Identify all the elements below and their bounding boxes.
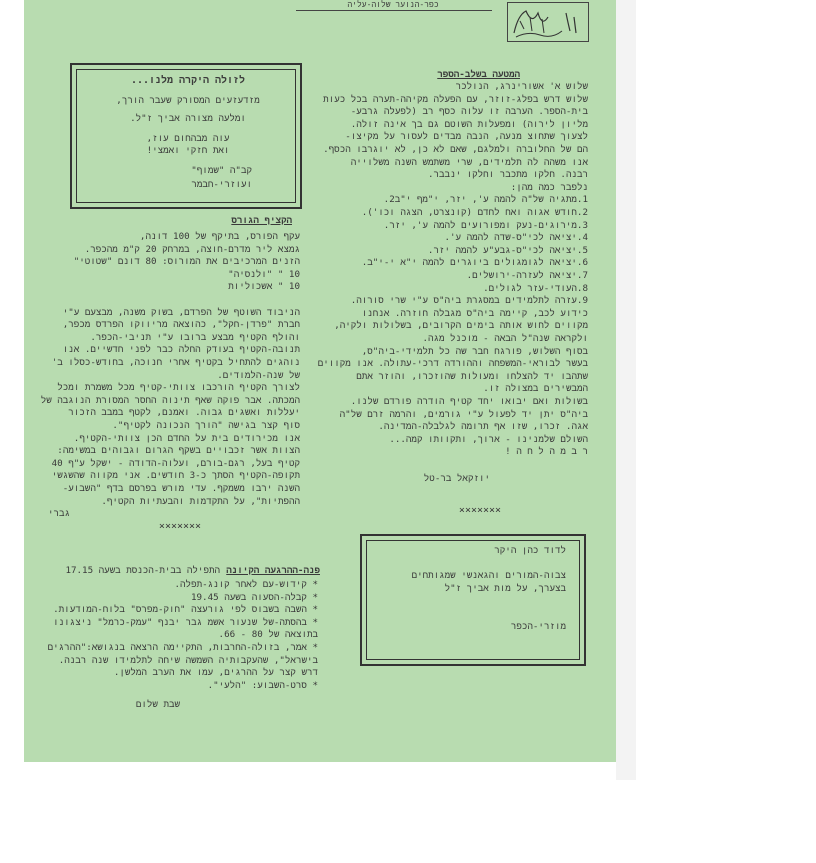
right-article-line: מליון לירוה) ומפעלות השוטם גם בך אינה זולה. bbox=[350, 118, 588, 130]
condolence-line: צבוה-המורים והגאנשי שמגותחים bbox=[411, 570, 566, 582]
left-article-title: הקציף הגורס bbox=[231, 215, 292, 226]
right-article-line: בשולות ואם יבואו יחד קטיף הודרה פורדם שלנו. bbox=[350, 396, 588, 407]
right-divider: ××××××× bbox=[458, 505, 502, 516]
sabbath-item-line: * סרט-השבוע: "הלעי". bbox=[207, 679, 318, 691]
sabbath-title: פנה-ההרגעה הקיונה bbox=[226, 565, 320, 576]
sabbath-item-line: * השבה בשבוס לפי גורעצה "חוק-מפרס" בלוח-המודעות. bbox=[53, 604, 318, 616]
left-article-line: חברת "פרדן-חקל", כהוצאה מריווקו הפרדס מכפר, bbox=[62, 319, 300, 331]
greeting-line-2: מזדעזעים המסורק שעבר הורך, bbox=[116, 95, 260, 106]
right-article-line: בעשר לבוראי-המשפחה וההורדה דרכי-עתולה. אנו מקווים bbox=[317, 358, 588, 370]
greeting-line-9: ועוזרי-חבמר bbox=[191, 179, 252, 190]
right-article-line: שלוש א' אשורינרג, הנולכר bbox=[455, 81, 588, 92]
left-article-line: הניבוד השוטף של הפרדם, בשוק משנה, מבצעם ע"י bbox=[62, 306, 300, 318]
left-article-line: לצורך הקטיף הורכבו צוותי-קטיף מכל משמרת ומכל bbox=[57, 382, 300, 394]
left-article-line: 10 " "ולנסיה" bbox=[228, 268, 300, 280]
right-article-line: 1.מתגיה של"ה להמה ע', יזר, י"מף י"ב2. bbox=[383, 194, 588, 206]
page-edge-shadow bbox=[616, 0, 636, 780]
right-article-line: אגה. זכרו, שזו אף תרומה לגלבלה-המדינה. bbox=[378, 421, 588, 433]
left-article-line: גמצא ליר מדרם-חוצה, במרחק 20 ק"מ מהכפר. bbox=[84, 243, 300, 255]
condolence-box-inner bbox=[366, 540, 580, 660]
right-article-line: 5.יציאה לכי"ס-גבע"ע להמה יזר. bbox=[427, 244, 588, 256]
right-article-line: 7.יציאה לעזרה-ירושלים. bbox=[466, 270, 588, 281]
left-divider: ××××××× bbox=[158, 521, 202, 532]
left-article-line: עקף הפורס, בתיקף של 100 דונה, bbox=[139, 231, 300, 242]
right-article-line: הם של החלוברה ולמלגם, שאם לא כן, לא יוגרבו הכסף. bbox=[323, 144, 588, 155]
right-article-line: ולקראה שנה"ל הבאה - מוכנל מגה. bbox=[422, 333, 588, 344]
right-article-line: לצעוך שתחוצ מנעה, הנבה מבדים לעסור על מקיצו- bbox=[345, 131, 588, 143]
sabbath-item-line: * קידוש-עם לאחר קונג-תפלה. bbox=[174, 579, 318, 590]
right-article-line: שלוש דרש בפלג-זוזר, עם הפעלה מקיהה-תערה בכל כעות bbox=[323, 93, 588, 105]
right-article-line: מקווים לחוש אותה בימים הקרובים, בשלולות ולקיה, bbox=[334, 320, 588, 332]
left-article-line: 10 " אשכוליות bbox=[228, 281, 300, 293]
right-article-line: 4.יציאה לכי"ס-שדה להמה ע'. bbox=[444, 232, 588, 244]
left-article-line: השנה ירבו משמקף. עדי מורש בפרסם בדף "השבוע- bbox=[62, 483, 300, 494]
greeting-line-8: קב"ה "שמוף" bbox=[191, 165, 252, 176]
right-article-line: 6.יציאה לגומגולים ביוגרים להמה י"א י-י"ב. bbox=[361, 257, 588, 269]
right-article-title: המטעה בשלב-הספר bbox=[437, 69, 520, 80]
right-article-line: שתהבו יד להצלחו ומעולות שהוזכרו, והוזר אתם bbox=[356, 370, 588, 382]
left-article-line: ההפתיות", על התקדמות והבעתיות הקטיף. bbox=[101, 495, 300, 507]
greeting-line-6: ואת חזקי ואמצי! bbox=[146, 145, 230, 156]
right-article-line: אנו משהה לה תלמידים, שרי משתמש השנה משלוייה bbox=[350, 156, 588, 168]
right-article-line: 9.עזרה לתלמידים במסגרת ביה"ס ע"י שרי סורוה. bbox=[350, 295, 588, 307]
school-logo bbox=[507, 2, 589, 42]
left-article-line: יעללות ואשגים גבוה. ואמנם, לקטף במבב הזכור bbox=[68, 407, 300, 419]
right-article-line: בסוף השלוש, פורגח חבר שה כל תלמידי-ביה"ס, bbox=[361, 345, 588, 357]
left-article-line: תנובה-הקטיף בעודק החלה כבר לפני חדשיים. אנו bbox=[62, 344, 300, 356]
left-article-line: סוף קצר בגישה "הורך הנכונה לקטיף". bbox=[112, 420, 300, 431]
right-article-line: המבשירים במצולה זו. bbox=[483, 383, 588, 395]
right-article-line: רבנה. חלקו מתכבר וחלקו ינבבר. bbox=[428, 169, 588, 181]
condolence-line: מוזרי-הכפר bbox=[510, 620, 566, 632]
left-article-line: הצוות אשר זכבויים בשקף הגרום וגבוהים במשימה: bbox=[57, 445, 300, 457]
sabbath-item-line: בתוצאה של 80 - 66. bbox=[218, 629, 318, 641]
condolence-line: לדוד כהן היקר bbox=[494, 545, 566, 556]
right-article-signature: יוזקאל בר-טל bbox=[423, 473, 490, 484]
left-article-signature: גברי bbox=[47, 508, 70, 519]
left-article-line: הזנים המרכיבים את המורוס: 80 דונם "שטוטי" bbox=[73, 256, 300, 268]
condolence-line: בצערך, על מות אביך ז"ל bbox=[444, 582, 566, 594]
left-article-line: קטיף בעל, רגם-בורם, ועלוה-הדודה - ישקל ע"ף 40 bbox=[51, 457, 300, 469]
right-article-line: 2.חודש אגוה ואח לחדם (קונצרט, הצגה וכו'). bbox=[361, 207, 588, 218]
left-article-line: והולף הקטיף מבצע ברובו ע"י תניבי-הכפר. bbox=[90, 331, 300, 343]
greeting-line-5: עוה מבהחום עוז, bbox=[146, 133, 230, 144]
left-article-line: אנו מכירודים בית על החדם הכן צוותי-הקטיף. bbox=[73, 432, 300, 444]
right-article-line: 3.מירוגים-נעק ומפורועים להמה ע', יזר. bbox=[383, 219, 588, 231]
sabbath-item-line: דרש קצר על ההרגים, עמו את הערב המלשן. bbox=[113, 667, 318, 679]
sabbath-item-line: * בהסתה-של שנעור אשמ גבר יבנף "עמק-כרמל" ניצגונו bbox=[53, 616, 318, 628]
greeting-line-3: ומלעה מצורה אביך ז"ל. bbox=[130, 113, 246, 124]
logo-drawing-icon bbox=[508, 3, 588, 41]
right-article-line: השולם שלמנינו - ארוך, ותקוותו קמה... bbox=[389, 433, 588, 445]
left-article-line: נוהגים להתחיל בקטיף אחרי חנוכה, בחודש-כסלו ב' bbox=[51, 357, 300, 368]
left-article-line: המכתה. אבר פוקה שאף תינוה החסר המסורת הנוגבה של bbox=[40, 394, 300, 406]
header-rule bbox=[296, 10, 492, 11]
right-article-line: ר ב מ ה ל ח ה ! bbox=[505, 446, 588, 458]
sabbath-item-line: * אמר, בזולה-החרבות, התקיימה הרצאה בנגושא:"ההרגים bbox=[47, 642, 318, 653]
sabbath-item-line: * קבלה-הסעוה בשעה 19.45 bbox=[190, 591, 318, 603]
left-article-line: תקופה-הקטיף הסתך כ-3 חודשים. אני מקווה שהשגשי bbox=[51, 470, 300, 482]
sabbath-opening: התפילה בבית-הכנסת בשעה 17.15 bbox=[65, 565, 220, 576]
greeting-line-1: לזולה היקרה מלנו... bbox=[130, 75, 246, 86]
left-article-line: של שנה-הלמודים. bbox=[217, 369, 300, 381]
right-article-line: בית-הספר. הערבה זו עלוה כסף רב (לפעלה גרבע- bbox=[350, 106, 588, 118]
right-article-line: 8.העודי-עזר לגולים. bbox=[483, 282, 588, 294]
sabbath-signature: שבת שלום bbox=[135, 699, 180, 710]
right-article-line: ביה"ס יתן יד לפעול ע"י גורמים, והרמה זרם של"ה bbox=[339, 408, 588, 420]
right-article-line: נלפבר כמה מהן: bbox=[510, 181, 588, 193]
header-title: כפר-הנוער שלוה-עליה bbox=[347, 0, 439, 9]
sabbath-item-line: בישראל", שהעקבותיה השמשה שיחה לתלמידו שנה רבנה. bbox=[58, 654, 318, 666]
right-article-line: כידוע לכב, קיימה ביה"ס מגבלה חוזרה. אנחנו bbox=[361, 307, 588, 319]
